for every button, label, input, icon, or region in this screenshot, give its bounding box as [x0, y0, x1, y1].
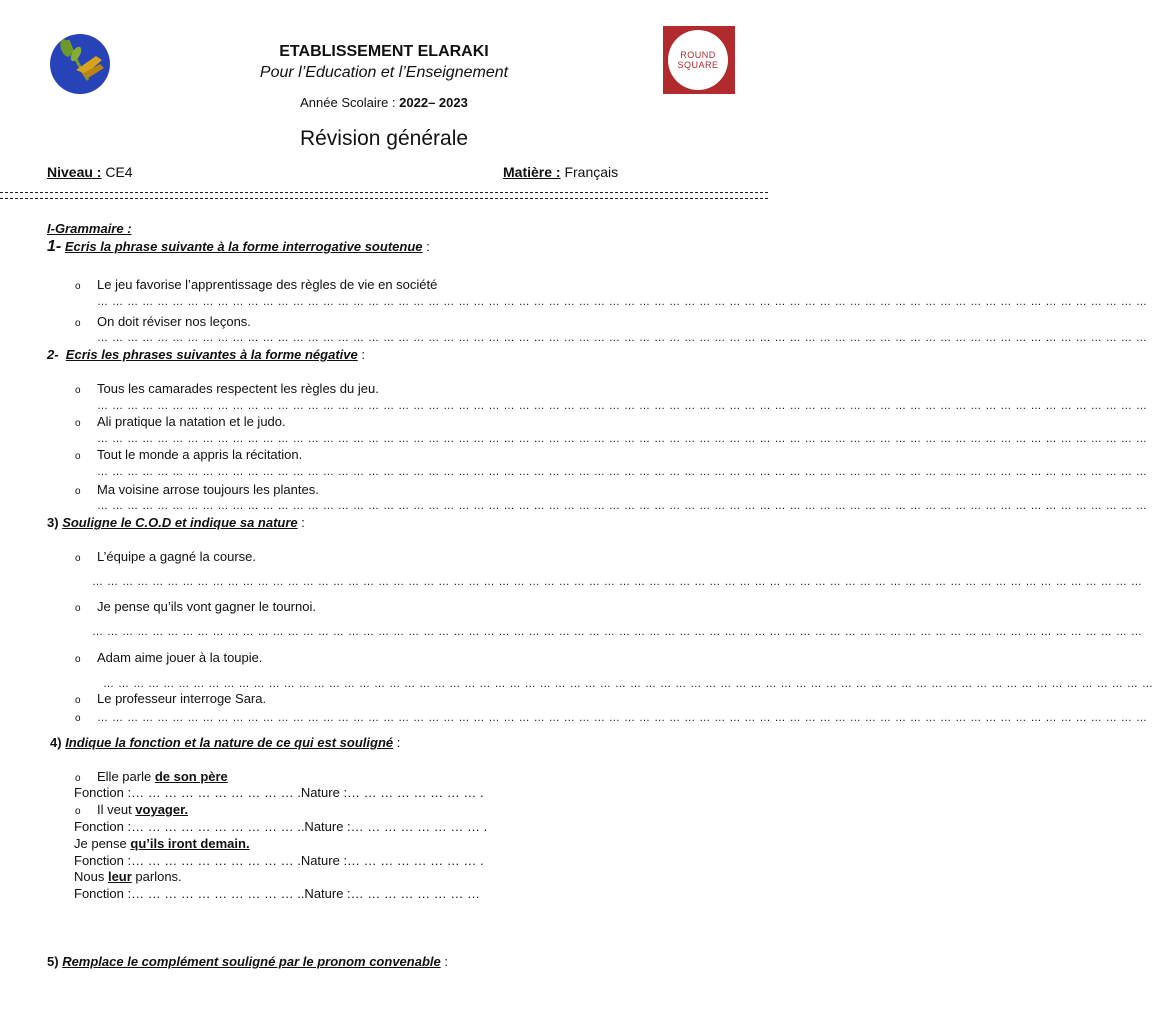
q4-sentence-4-end: parlons. — [131, 869, 182, 884]
question-5 — [47, 954, 448, 969]
q3-item-1-text: L’équipe a gagné la course. — [97, 549, 257, 564]
question-4-colon: : — [393, 735, 401, 750]
matiere-value: Français — [560, 164, 619, 180]
question-2-colon: : — [357, 347, 365, 362]
niveau-value: CE4 — [101, 164, 133, 180]
q2-item-4-text: Ma voisine arrose toujours les plantes. — [97, 482, 319, 497]
question-5-number: 5) — [47, 954, 59, 969]
question-2-text: Ecris les phrases suivantes à la forme négative — [65, 347, 358, 362]
q2-item-4: o Ma voisine arrose toujours les plantes. — [75, 482, 319, 497]
answer-line[interactable]: … … … … … … … … … … … … … … … … … … … … … … … … … … … … … … … … … … … … … … … … … … … … … … … … … … … … … … … … … … … … … … … … … … … … … … — [92, 576, 1143, 588]
niveau-field — [47, 164, 133, 180]
q4-sentence-3-underlined: qu’ils iront demain. — [130, 836, 250, 851]
q4-answer-2[interactable]: Fonction :… … … … … … … … … … ..Nature :… … … … … … … … . — [74, 819, 488, 834]
matiere-field — [503, 164, 618, 180]
q2-item-3: o Tout le monde a appris la récitation. — [75, 447, 303, 462]
question-4 — [50, 735, 400, 750]
question-4-text: Indique la fonction et la nature de ce qui est souligné — [65, 735, 394, 750]
school-name: ETABLISSEMENT ELARAKI — [279, 43, 489, 60]
q4-sentence-4 — [74, 869, 182, 884]
section-grammaire: I-Grammaire : — [47, 221, 132, 236]
q2-item-2: o Ali pratique la natation et le judo. — [75, 414, 286, 429]
answer-line[interactable]: … … … … … … … … … … … … … … … … … … … … … … … … … … … … … … … … … … … … … … … … … … … … … … … … … … … … … … … … … … … … … … … … … … … … … … — [97, 500, 1148, 512]
separator-line-2 — [0, 198, 768, 199]
q4-sentence-1-text: Elle parle — [97, 769, 155, 784]
answer-line[interactable]: … … … … … … … … … … … … … … … … … … … … … … … … … … … … … … … … … … … … … … … … … … … … … … … … … … … … … … … … … … … … … … … … … … … … … … — [97, 296, 1148, 308]
question-3-number: 3) — [47, 515, 59, 530]
q3-item-3: o Adam aime jouer à la toupie. — [75, 650, 263, 665]
q3-item-4: o Le professeur interroge Sara. — [75, 691, 267, 706]
q4-sentence-2-underlined: voyager. — [135, 802, 189, 817]
question-3 — [47, 515, 305, 530]
q3-item-2: o Je pense qu’ils vont gagner le tournoi. — [75, 599, 316, 614]
q2-item-1: o Tous les camarades respectent les règles du jeu. — [75, 381, 379, 396]
q1-item-2-text: On doit réviser nos leçons. — [97, 314, 251, 329]
question-1-text: Ecris la phrase suivante à la forme interrogative soutenue — [64, 239, 423, 254]
school-subtitle: Pour l’Education et l’Enseignement — [259, 64, 509, 81]
q2-item-3-text: Tout le monde a appris la récitation. — [97, 447, 303, 462]
year-value: 2022– 2023 — [399, 95, 468, 110]
q4-sentence-2: o Il veut voyager. — [75, 802, 189, 817]
answer-line[interactable]: … … … … … … … … … … … … … … … … … … … … … … … … … … … … … … … … … … … … … … … … … … … … … … … … … … … … … … … … … … … … … … … … … … … … … … — [97, 332, 1148, 344]
q4-sentence-2-text: Il veut — [97, 802, 136, 817]
school-year — [0, 95, 768, 110]
year-label: Année Scolaire : — [300, 95, 400, 110]
q2-item-1-text: Tous les camarades respectent les règles du jeu. — [97, 381, 379, 396]
question-1 — [47, 238, 430, 256]
q3-item-1: o L’équipe a gagné la course. — [75, 549, 257, 564]
question-5-colon: : — [440, 954, 448, 969]
answer-line[interactable]: … … … … … … … … … … … … … … … … … … … … … … … … … … … … … … … … … … … … … … … … … … … … … … … … … … … … … … … … … … … … … … … … … … … … … … — [97, 712, 1148, 724]
q4-sentence-1: o Elle parle de son père — [75, 769, 228, 784]
q2-item-2-text: Ali pratique la natation et le judo. — [97, 414, 286, 429]
question-1-number: 1- — [47, 238, 62, 255]
q4-sentence-3-text: Je pense — [74, 836, 131, 851]
q4-answer-4[interactable]: Fonction :… … … … … … … … … … ..Nature :… … … … … … … … — [74, 886, 480, 901]
q1-item-2: o On doit réviser nos leçons. — [75, 314, 251, 329]
answer-line[interactable]: … … … … … … … … … … … … … … … … … … … … … … … … … … … … … … … … … … … … … … … … … … … … … … … … … … … … … … … … … … … … … … … … … … … … … … — [97, 433, 1148, 445]
q1-item-1-text: Le jeu favorise l’apprentissage des règles de vie en société — [97, 277, 438, 292]
school-logo — [46, 30, 114, 94]
q3-item-2-text: Je pense qu’ils vont gagner le tournoi. — [97, 599, 316, 614]
q4-sentence-4-text: Nous — [74, 869, 108, 884]
q1-item-1: o Le jeu favorise l’apprentissage des règles de vie en société — [75, 277, 438, 292]
question-5-text: Remplace le complément souligné par le pronom convenable — [62, 954, 441, 969]
answer-line[interactable]: … … … … … … … … … … … … … … … … … … … … … … … … … … … … … … … … … … … … … … … … … … … … … … … … … … … … … … … … … … … … … … … … … … … … … … — [92, 626, 1143, 638]
matiere-label: Matière : — [503, 164, 561, 180]
answer-line[interactable]: … … … … … … … … … … … … … … … … … … … … … … … … … … … … … … … … … … … … … … … … … … … … … … … … … … … … … … … … … … … … … … … … … … … … … … — [103, 678, 1153, 690]
q4-answer-1[interactable]: Fonction :… … … … … … … … … … .Nature :… … … … … … … … . — [74, 785, 484, 800]
question-3-text: Souligne le C.O.D et indique sa nature — [62, 515, 298, 530]
question-2 — [47, 347, 365, 362]
q3-item-4-text: Le professeur interroge Sara. — [97, 691, 267, 706]
answer-line[interactable]: … … … … … … … … … … … … … … … … … … … … … … … … … … … … … … … … … … … … … … … … … … … … … … … … … … … … … … … … … … … … … … … … … … … … … … — [97, 466, 1148, 478]
page-title: Révision générale — [299, 127, 469, 150]
q3-item-5: o … … … … … … … … … … … … … … … … … … … … … … … … … … … … … … … … … … … … … … … … … … … … … … … … … … … … … … … … … … … … … … … … … … … … … … — [75, 712, 1148, 724]
logo-text-line2: SQUARE — [677, 60, 719, 70]
question-2-number: 2- — [47, 347, 59, 362]
q4-sentence-3 — [74, 836, 250, 851]
separator-line-1 — [0, 192, 768, 193]
q4-answer-3[interactable]: Fonction :… … … … … … … … … … .Nature :… … … … … … … … . — [74, 853, 484, 868]
q4-sentence-4-underlined: leur — [107, 869, 132, 884]
question-1-colon: : — [422, 239, 430, 254]
question-3-colon: : — [297, 515, 305, 530]
logo-text-line1: ROUND — [680, 50, 716, 60]
niveau-label: Niveau : — [47, 164, 102, 180]
answer-line[interactable]: … … … … … … … … … … … … … … … … … … … … … … … … … … … … … … … … … … … … … … … … … … … … … … … … … … … … … … … … … … … … … … … … … … … … … … — [97, 400, 1148, 412]
q3-item-3-text: Adam aime jouer à la toupie. — [97, 650, 263, 665]
question-4-number: 4) — [50, 735, 62, 750]
q4-sentence-1-underlined: de son père — [154, 769, 228, 784]
